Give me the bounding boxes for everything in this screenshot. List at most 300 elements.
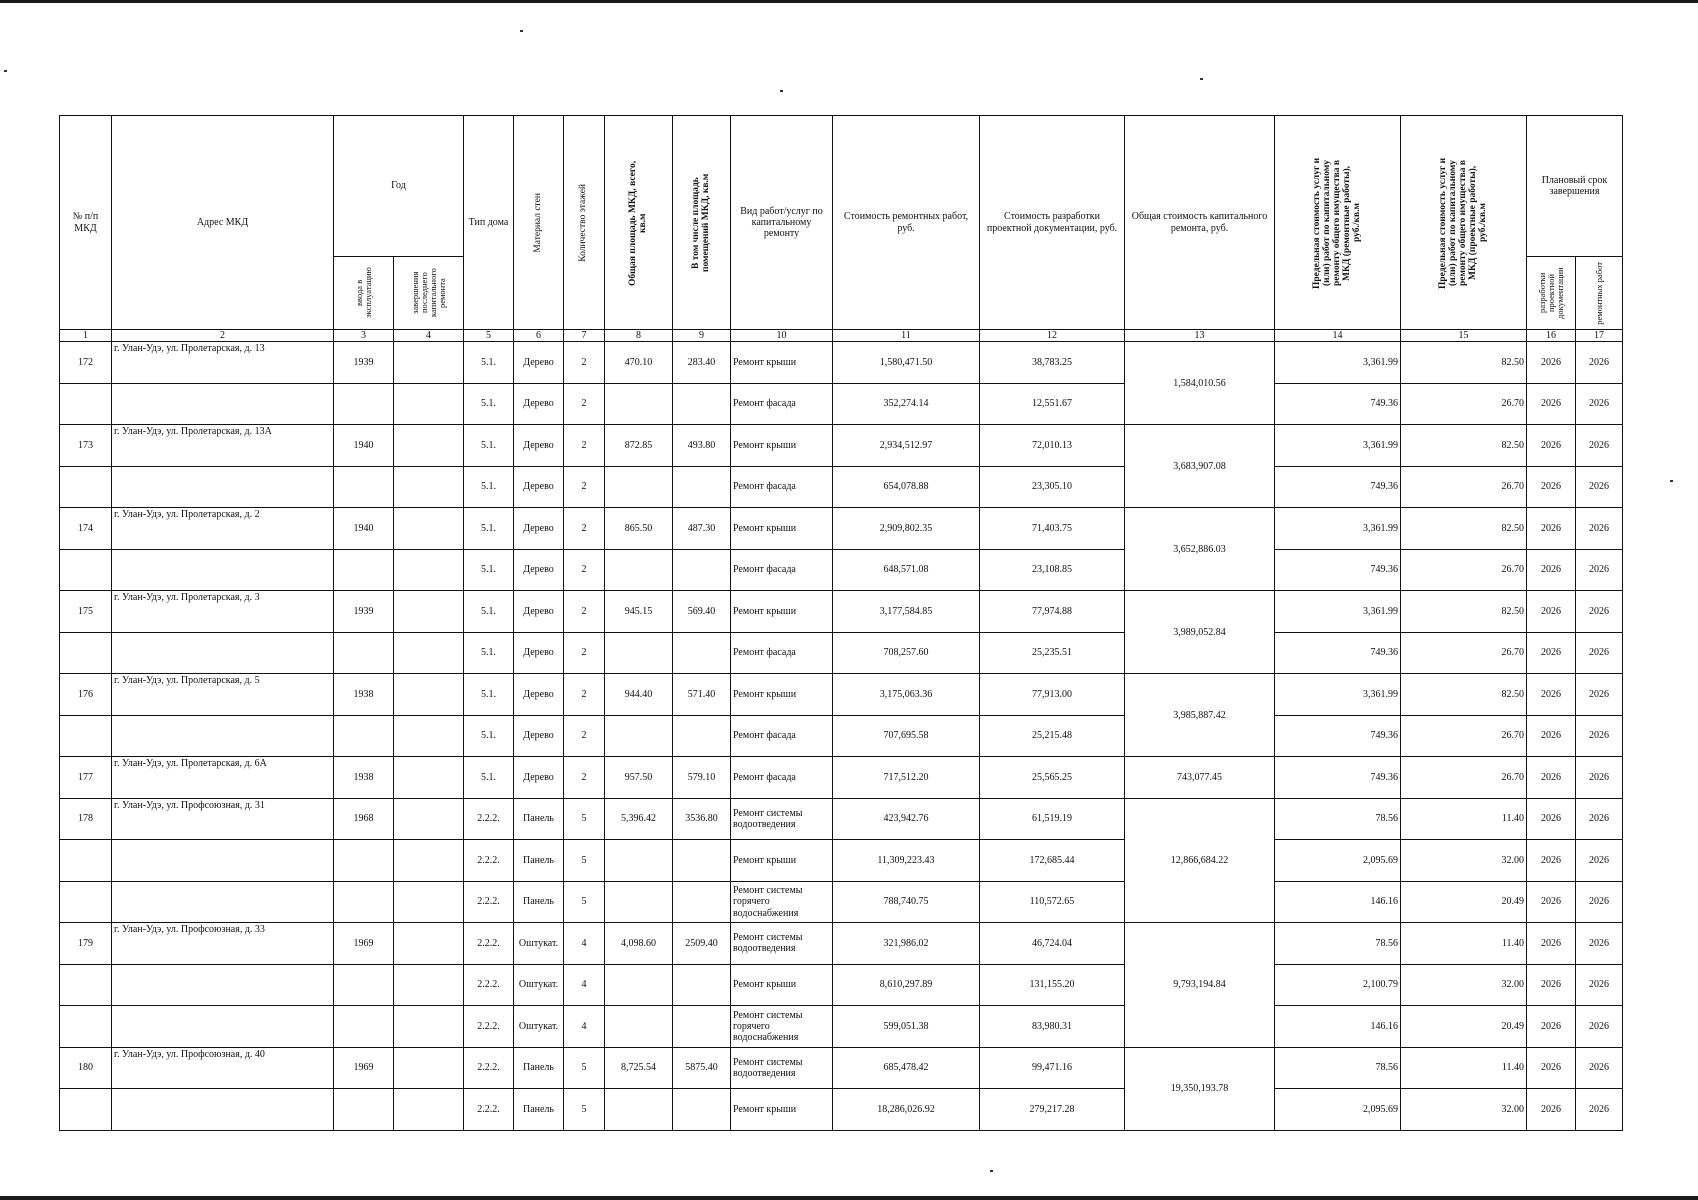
year-last-repair-cell <box>394 1006 464 1048</box>
house-number-cell: 175 <box>60 591 112 633</box>
deadline-repair-cell: 2026 <box>1576 757 1623 799</box>
total-area-cell <box>605 383 673 425</box>
repair-cost-cell: 717,512.20 <box>833 757 980 799</box>
year-commissioning-cell <box>334 383 394 425</box>
repair-cost-cell: 654,078.88 <box>833 466 980 508</box>
rooms-area-cell <box>673 1089 731 1131</box>
deadline-repair-cell: 2026 <box>1576 923 1623 965</box>
rooms-area-cell: 283.40 <box>673 342 731 384</box>
wall-material-cell: Панель <box>514 798 564 840</box>
work-type-cell: Ремонт фасада <box>731 715 833 757</box>
total-area-cell: 5,396.42 <box>605 798 673 840</box>
table-row <box>60 798 1623 840</box>
limit-design-cell: 32.00 <box>1401 1089 1527 1131</box>
floors-cell: 4 <box>564 1006 605 1048</box>
house-number-cell <box>60 715 112 757</box>
total-area-cell: 865.50 <box>605 508 673 550</box>
wall-material-cell: Панель <box>514 881 564 923</box>
house-type-cell: 5.1. <box>464 549 514 591</box>
house-type-cell: 5.1. <box>464 674 514 716</box>
address-cell <box>112 383 334 425</box>
limit-design-cell: 82.50 <box>1401 425 1527 467</box>
floors-cell: 5 <box>564 840 605 882</box>
table-row <box>60 715 1623 757</box>
deadline-design-cell: 2026 <box>1527 549 1576 591</box>
address-cell: г. Улан-Удэ, ул. Профсоюзная, д. 40 <box>112 1047 334 1089</box>
repair-cost-cell: 3,175,063.36 <box>833 674 980 716</box>
design-cost-cell: 25,565.25 <box>980 757 1125 799</box>
deadline-design-cell: 2026 <box>1527 923 1576 965</box>
deadline-design-cell: 2026 <box>1527 674 1576 716</box>
year-last-repair-cell <box>394 383 464 425</box>
design-cost-cell: 12,551.67 <box>980 383 1125 425</box>
limit-repair-cell: 3,361.99 <box>1275 591 1401 633</box>
repair-cost-cell: 685,478.42 <box>833 1047 980 1089</box>
floors-cell: 2 <box>564 674 605 716</box>
design-cost-cell: 61,519.19 <box>980 798 1125 840</box>
limit-design-cell: 26.70 <box>1401 757 1527 799</box>
year-last-repair-cell <box>394 881 464 923</box>
year-last-repair-cell <box>394 342 464 384</box>
year-last-repair-cell <box>394 425 464 467</box>
limit-repair-cell: 749.36 <box>1275 466 1401 508</box>
repair-cost-cell: 8,610,297.89 <box>833 964 980 1006</box>
deadline-repair-cell: 2026 <box>1576 798 1623 840</box>
limit-repair-cell: 78.56 <box>1275 798 1401 840</box>
header-number: № п/п МКД <box>60 116 112 330</box>
year-commissioning-cell <box>334 1089 394 1131</box>
deadline-repair-cell: 2026 <box>1576 964 1623 1006</box>
floors-cell: 2 <box>564 425 605 467</box>
design-cost-cell: 38,783.25 <box>980 342 1125 384</box>
total-area-cell: 872.85 <box>605 425 673 467</box>
floors-cell: 2 <box>564 383 605 425</box>
rooms-area-cell: 2509.40 <box>673 923 731 965</box>
wall-material-cell: Дерево <box>514 674 564 716</box>
scan-bottom-border <box>0 1196 1698 1200</box>
floors-cell: 5 <box>564 1089 605 1131</box>
total-area-cell: 944.40 <box>605 674 673 716</box>
limit-design-cell: 11.40 <box>1401 923 1527 965</box>
house-type-cell: 5.1. <box>464 632 514 674</box>
column-number: 15 <box>1401 330 1527 342</box>
deadline-design-cell: 2026 <box>1527 1006 1576 1048</box>
rooms-area-cell: 571.40 <box>673 674 731 716</box>
work-type-cell: Ремонт системы горячего водоснабжения <box>731 1006 833 1048</box>
wall-material-cell: Дерево <box>514 757 564 799</box>
work-type-cell: Ремонт крыши <box>731 425 833 467</box>
address-cell: г. Улан-Удэ, ул. Пролетарская, д. 3 <box>112 591 334 633</box>
table-row <box>60 674 1623 716</box>
year-last-repair-cell <box>394 508 464 550</box>
table-row <box>60 425 1623 467</box>
repair-cost-cell: 788,740.75 <box>833 881 980 923</box>
wall-material-cell: Дерево <box>514 425 564 467</box>
rooms-area-cell <box>673 964 731 1006</box>
house-number-cell: 179 <box>60 923 112 965</box>
deadline-repair-cell: 2026 <box>1576 342 1623 384</box>
limit-design-cell: 82.50 <box>1401 674 1527 716</box>
limit-design-cell: 82.50 <box>1401 342 1527 384</box>
limit-repair-cell: 749.36 <box>1275 757 1401 799</box>
wall-material-cell: Оштукат. <box>514 964 564 1006</box>
limit-design-cell: 20.49 <box>1401 1006 1527 1048</box>
floors-cell: 2 <box>564 757 605 799</box>
total-area-cell <box>605 715 673 757</box>
house-number-cell <box>60 1006 112 1048</box>
work-type-cell: Ремонт крыши <box>731 342 833 384</box>
table-row <box>60 508 1623 550</box>
repair-cost-cell: 648,571.08 <box>833 549 980 591</box>
house-type-cell: 5.1. <box>464 466 514 508</box>
floors-cell: 2 <box>564 508 605 550</box>
year-commissioning-cell <box>334 632 394 674</box>
address-cell: г. Улан-Удэ, ул. Пролетарская, д. 6А <box>112 757 334 799</box>
column-number: 11 <box>833 330 980 342</box>
deadline-design-cell: 2026 <box>1527 508 1576 550</box>
year-commissioning-cell <box>334 1006 394 1048</box>
header-year-last-repair: завершения последнего капитального ремонта <box>394 257 464 330</box>
header-total-cost: Общая стоимость капитального ремонта, руб. <box>1125 116 1275 330</box>
repair-cost-cell: 423,942.76 <box>833 798 980 840</box>
deadline-repair-cell: 2026 <box>1576 549 1623 591</box>
rooms-area-cell: 487.30 <box>673 508 731 550</box>
work-type-cell: Ремонт крыши <box>731 964 833 1006</box>
year-commissioning-cell <box>334 881 394 923</box>
table-row <box>60 383 1623 425</box>
scan-speck <box>780 90 783 92</box>
year-last-repair-cell <box>394 757 464 799</box>
total-area-cell: 4,098.60 <box>605 923 673 965</box>
rooms-area-cell <box>673 881 731 923</box>
column-number: 17 <box>1576 330 1623 342</box>
limit-design-cell: 26.70 <box>1401 715 1527 757</box>
address-cell <box>112 715 334 757</box>
design-cost-cell: 72,010.13 <box>980 425 1125 467</box>
address-cell <box>112 466 334 508</box>
address-cell <box>112 964 334 1006</box>
scan-top-border <box>0 0 1698 3</box>
repair-cost-cell: 599,051.38 <box>833 1006 980 1048</box>
header-work-type: Вид работ/услуг по капитальному ремонту <box>731 116 833 330</box>
rooms-area-cell <box>673 549 731 591</box>
work-type-cell: Ремонт крыши <box>731 674 833 716</box>
rooms-area-cell: 493.80 <box>673 425 731 467</box>
wall-material-cell: Дерево <box>514 383 564 425</box>
rooms-area-cell <box>673 715 731 757</box>
total-area-cell <box>605 1006 673 1048</box>
house-type-cell: 2.2.2. <box>464 1047 514 1089</box>
deadline-repair-cell: 2026 <box>1576 632 1623 674</box>
year-commissioning-cell <box>334 964 394 1006</box>
column-number: 5 <box>464 330 514 342</box>
work-type-cell: Ремонт системы горячего водоснабжения <box>731 881 833 923</box>
limit-design-cell: 82.50 <box>1401 591 1527 633</box>
table-row <box>60 923 1623 965</box>
wall-material-cell: Панель <box>514 1047 564 1089</box>
total-cost-cell: 3,652,886.03 <box>1125 508 1275 591</box>
year-last-repair-cell <box>394 923 464 965</box>
design-cost-cell: 23,108.85 <box>980 549 1125 591</box>
column-number: 6 <box>514 330 564 342</box>
address-cell <box>112 632 334 674</box>
repair-cost-cell: 11,309,223.43 <box>833 840 980 882</box>
floors-cell: 2 <box>564 342 605 384</box>
rooms-area-cell: 3536.80 <box>673 798 731 840</box>
work-type-cell: Ремонт фасада <box>731 466 833 508</box>
wall-material-cell: Дерево <box>514 549 564 591</box>
rooms-area-cell: 5875.40 <box>673 1047 731 1089</box>
year-commissioning-cell: 1969 <box>334 1047 394 1089</box>
year-last-repair-cell <box>394 632 464 674</box>
design-cost-cell: 131,155.20 <box>980 964 1125 1006</box>
design-cost-cell: 77,974.88 <box>980 591 1125 633</box>
limit-repair-cell: 2,095.69 <box>1275 1089 1401 1131</box>
address-cell: г. Улан-Удэ, ул. Пролетарская, д. 13 <box>112 342 334 384</box>
repair-cost-cell: 707,695.58 <box>833 715 980 757</box>
header-deadline-repair: ремонтных работ <box>1576 257 1623 330</box>
deadline-design-cell: 2026 <box>1527 1089 1576 1131</box>
work-type-cell: Ремонт системы водоотведения <box>731 923 833 965</box>
year-last-repair-cell <box>394 798 464 840</box>
design-cost-cell: 23,305.10 <box>980 466 1125 508</box>
wall-material-cell: Панель <box>514 1089 564 1131</box>
deadline-design-cell: 2026 <box>1527 964 1576 1006</box>
deadline-design-cell: 2026 <box>1527 881 1576 923</box>
limit-design-cell: 32.00 <box>1401 964 1527 1006</box>
deadline-repair-cell: 2026 <box>1576 715 1623 757</box>
rooms-area-cell <box>673 466 731 508</box>
house-type-cell: 2.2.2. <box>464 1089 514 1131</box>
total-area-cell <box>605 632 673 674</box>
repair-cost-cell: 1,580,471.50 <box>833 342 980 384</box>
work-type-cell: Ремонт системы водоотведения <box>731 798 833 840</box>
limit-repair-cell: 2,100.79 <box>1275 964 1401 1006</box>
limit-design-cell: 32.00 <box>1401 840 1527 882</box>
total-area-cell: 470.10 <box>605 342 673 384</box>
total-area-cell: 945.15 <box>605 591 673 633</box>
year-last-repair-cell <box>394 466 464 508</box>
total-cost-cell: 3,989,052.84 <box>1125 591 1275 674</box>
total-area-cell: 957.50 <box>605 757 673 799</box>
year-commissioning-cell: 1938 <box>334 674 394 716</box>
limit-repair-cell: 78.56 <box>1275 1047 1401 1089</box>
header-wall-material: Материал стен <box>514 116 564 330</box>
design-cost-cell: 99,471.16 <box>980 1047 1125 1089</box>
house-type-cell: 5.1. <box>464 383 514 425</box>
deadline-design-cell: 2026 <box>1527 591 1576 633</box>
year-commissioning-cell: 1940 <box>334 425 394 467</box>
header-house-type: Тип дома <box>464 116 514 330</box>
address-cell <box>112 881 334 923</box>
total-cost-cell: 19,350,193.78 <box>1125 1047 1275 1130</box>
house-type-cell: 5.1. <box>464 591 514 633</box>
work-type-cell: Ремонт крыши <box>731 840 833 882</box>
work-type-cell: Ремонт фасада <box>731 383 833 425</box>
column-number: 14 <box>1275 330 1401 342</box>
header-year-commissioning: ввода в эксплуатацию <box>334 257 394 330</box>
rooms-area-cell <box>673 840 731 882</box>
house-number-cell <box>60 466 112 508</box>
table-row <box>60 1089 1623 1131</box>
total-cost-cell: 3,683,907.08 <box>1125 425 1275 508</box>
deadline-repair-cell: 2026 <box>1576 1089 1623 1131</box>
year-commissioning-cell <box>334 549 394 591</box>
table-row <box>60 757 1623 799</box>
floors-cell: 2 <box>564 591 605 633</box>
table-row <box>60 549 1623 591</box>
house-type-cell: 2.2.2. <box>464 1006 514 1048</box>
column-number: 12 <box>980 330 1125 342</box>
table-row <box>60 964 1623 1006</box>
year-commissioning-cell: 1939 <box>334 591 394 633</box>
header-limit-repair: Предельная стоимость услуг и (или) работ по капитальному ремонту общего имущества в МКД (ремонтные работы), руб./кв.м <box>1275 116 1401 330</box>
total-cost-cell: 9,793,194.84 <box>1125 923 1275 1048</box>
limit-repair-cell: 749.36 <box>1275 549 1401 591</box>
house-number-cell: 180 <box>60 1047 112 1089</box>
deadline-design-cell: 2026 <box>1527 757 1576 799</box>
deadline-design-cell: 2026 <box>1527 715 1576 757</box>
total-area-cell <box>605 1089 673 1131</box>
column-number: 1 <box>60 330 112 342</box>
deadline-repair-cell: 2026 <box>1576 466 1623 508</box>
house-type-cell: 5.1. <box>464 425 514 467</box>
scan-speck <box>1670 480 1673 482</box>
design-cost-cell: 71,403.75 <box>980 508 1125 550</box>
total-cost-cell: 743,077.45 <box>1125 757 1275 799</box>
column-number: 4 <box>394 330 464 342</box>
deadline-design-cell: 2026 <box>1527 632 1576 674</box>
house-number-cell: 177 <box>60 757 112 799</box>
house-type-cell: 2.2.2. <box>464 798 514 840</box>
wall-material-cell: Панель <box>514 840 564 882</box>
limit-repair-cell: 146.16 <box>1275 881 1401 923</box>
floors-cell: 2 <box>564 632 605 674</box>
table-row <box>60 1047 1623 1089</box>
work-type-cell: Ремонт фасада <box>731 757 833 799</box>
address-cell <box>112 549 334 591</box>
deadline-design-cell: 2026 <box>1527 466 1576 508</box>
column-number: 16 <box>1527 330 1576 342</box>
house-type-cell: 5.1. <box>464 715 514 757</box>
year-commissioning-cell: 1968 <box>334 798 394 840</box>
house-number-cell <box>60 964 112 1006</box>
column-number: 3 <box>334 330 394 342</box>
house-number-cell <box>60 840 112 882</box>
deadline-repair-cell: 2026 <box>1576 881 1623 923</box>
year-commissioning-cell: 1940 <box>334 508 394 550</box>
repair-cost-cell: 2,934,512.97 <box>833 425 980 467</box>
limit-design-cell: 11.40 <box>1401 798 1527 840</box>
repair-cost-cell: 352,274.14 <box>833 383 980 425</box>
design-cost-cell: 279,217.28 <box>980 1089 1125 1131</box>
deadline-repair-cell: 2026 <box>1576 383 1623 425</box>
header-deadline-design: разработки проектной документации <box>1527 257 1576 330</box>
floors-cell: 5 <box>564 798 605 840</box>
deadline-design-cell: 2026 <box>1527 840 1576 882</box>
deadline-repair-cell: 2026 <box>1576 1006 1623 1048</box>
house-type-cell: 2.2.2. <box>464 840 514 882</box>
limit-repair-cell: 749.36 <box>1275 632 1401 674</box>
repair-cost-cell: 18,286,026.92 <box>833 1089 980 1131</box>
house-number-cell: 173 <box>60 425 112 467</box>
limit-repair-cell: 2,095.69 <box>1275 840 1401 882</box>
header-design-cost: Стоимость разработки проектной документации, руб. <box>980 116 1125 330</box>
repair-cost-cell: 3,177,584.85 <box>833 591 980 633</box>
address-cell <box>112 1006 334 1048</box>
limit-design-cell: 26.70 <box>1401 466 1527 508</box>
design-cost-cell: 110,572.65 <box>980 881 1125 923</box>
design-cost-cell: 46,724.04 <box>980 923 1125 965</box>
limit-design-cell: 26.70 <box>1401 632 1527 674</box>
address-cell: г. Улан-Удэ, ул. Профсоюзная, д. 33 <box>112 923 334 965</box>
house-number-cell <box>60 881 112 923</box>
year-last-repair-cell <box>394 1047 464 1089</box>
total-area-cell <box>605 840 673 882</box>
deadline-repair-cell: 2026 <box>1576 591 1623 633</box>
limit-repair-cell: 3,361.99 <box>1275 674 1401 716</box>
repair-cost-cell: 321,986.02 <box>833 923 980 965</box>
column-number: 8 <box>605 330 673 342</box>
limit-repair-cell: 749.36 <box>1275 383 1401 425</box>
deadline-design-cell: 2026 <box>1527 342 1576 384</box>
table-row <box>60 881 1623 923</box>
year-commissioning-cell: 1969 <box>334 923 394 965</box>
house-number-cell: 172 <box>60 342 112 384</box>
column-number: 2 <box>112 330 334 342</box>
header-limit-design: Предельная стоимость услуг и (или) работ по капитальному ремонту общего имущества в МКД (проектные работы), руб./кв.м <box>1401 116 1527 330</box>
deadline-repair-cell: 2026 <box>1576 508 1623 550</box>
house-type-cell: 2.2.2. <box>464 923 514 965</box>
year-last-repair-cell <box>394 840 464 882</box>
house-type-cell: 5.1. <box>464 342 514 384</box>
work-type-cell: Ремонт крыши <box>731 508 833 550</box>
design-cost-cell: 25,235.51 <box>980 632 1125 674</box>
address-cell: г. Улан-Удэ, ул. Пролетарская, д. 13А <box>112 425 334 467</box>
column-number-row <box>60 330 1623 342</box>
wall-material-cell: Дерево <box>514 466 564 508</box>
column-number: 7 <box>564 330 605 342</box>
work-type-cell: Ремонт системы водоотведения <box>731 1047 833 1089</box>
year-last-repair-cell <box>394 674 464 716</box>
design-cost-cell: 172,685.44 <box>980 840 1125 882</box>
limit-repair-cell: 3,361.99 <box>1275 508 1401 550</box>
floors-cell: 5 <box>564 881 605 923</box>
column-number: 10 <box>731 330 833 342</box>
year-commissioning-cell <box>334 840 394 882</box>
house-number-cell <box>60 632 112 674</box>
rooms-area-cell <box>673 1006 731 1048</box>
deadline-design-cell: 2026 <box>1527 425 1576 467</box>
address-cell <box>112 1089 334 1131</box>
address-cell: г. Улан-Удэ, ул. Пролетарская, д. 2 <box>112 508 334 550</box>
deadline-design-cell: 2026 <box>1527 798 1576 840</box>
year-commissioning-cell <box>334 466 394 508</box>
total-cost-cell: 3,985,887.42 <box>1125 674 1275 757</box>
year-last-repair-cell <box>394 591 464 633</box>
floors-cell: 4 <box>564 964 605 1006</box>
header-rooms-area: В том числе площадь помещений МКД, кв.м <box>673 116 731 330</box>
repair-cost-cell: 2,909,802.35 <box>833 508 980 550</box>
table-row <box>60 1006 1623 1048</box>
wall-material-cell: Дерево <box>514 508 564 550</box>
wall-material-cell: Дерево <box>514 342 564 384</box>
wall-material-cell: Оштукат. <box>514 1006 564 1048</box>
deadline-repair-cell: 2026 <box>1576 840 1623 882</box>
year-commissioning-cell <box>334 715 394 757</box>
table-row <box>60 342 1623 384</box>
floors-cell: 4 <box>564 923 605 965</box>
